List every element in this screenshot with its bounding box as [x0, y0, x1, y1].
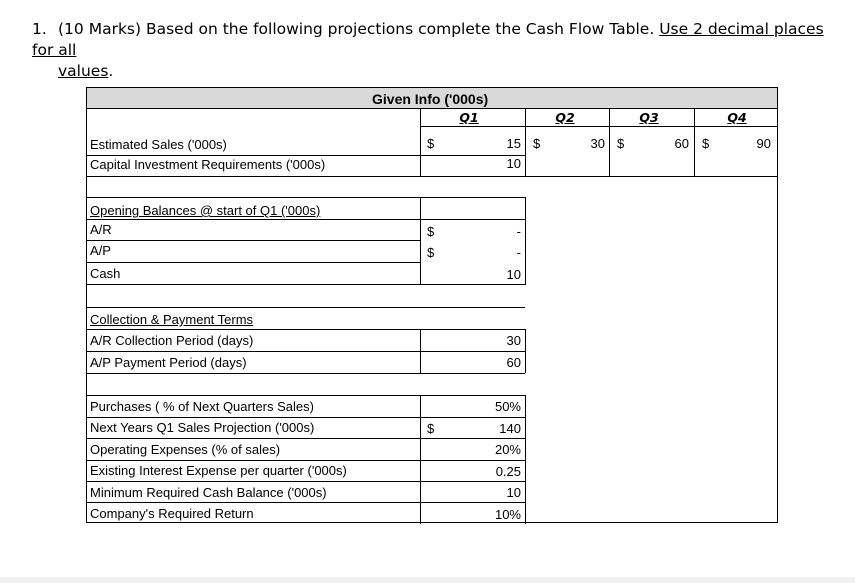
sales-q1: 15 [506, 136, 521, 151]
sales-q3: 60 [674, 136, 689, 151]
operating-expenses-value: 20% [494, 442, 521, 457]
terms-title: Collection & Payment Terms [90, 312, 254, 327]
quarter-header-q2: Q2 [555, 110, 575, 125]
row-label-ap: A/P [90, 243, 111, 258]
row-label-ap-period: A/P Payment Period (days) [90, 355, 247, 370]
ar-period-value: 30 [506, 333, 521, 348]
row-label-next-year-sales: Next Years Q1 Sales Projection ('000s) [90, 420, 315, 435]
question-number: 1. [32, 20, 47, 38]
question-instructions: (10 Marks) Based on the following projections complete the Cash Flow Table. [58, 20, 660, 38]
capital-q1: 10 [506, 156, 521, 171]
row-label-estimated-sales: Estimated Sales ('000s) [90, 137, 227, 152]
opening-cash-value: 10 [506, 267, 521, 282]
row-label-operating-expenses: Operating Expenses (% of sales) [90, 442, 281, 457]
opening-balances-title: Opening Balances @ start of Q1 ('000s) [90, 203, 321, 218]
quarter-header-q1: Q1 [459, 110, 479, 125]
min-cash-value: 10 [506, 485, 521, 500]
question-text: 1. (10 Marks) Based on the following projections complete the Cash Flow Table. Use 2 decimal places for all values. [32, 20, 824, 80]
row-label-purchases: Purchases ( % of Next Quarters Sales) [90, 399, 314, 414]
sales-q4: 90 [756, 136, 771, 151]
row-label-required-return: Company's Required Return [90, 506, 254, 521]
row-label-ar-period: A/R Collection Period (days) [90, 333, 254, 348]
currency-symbol: $ [427, 421, 435, 436]
table-title: Given Info ('000s) [372, 91, 489, 107]
given-info-table [86, 87, 778, 523]
bottom-divider [0, 577, 855, 583]
currency-symbol: $ [702, 136, 710, 151]
next-year-sales-value: 140 [499, 421, 521, 436]
decimal-instruction-cont: values [58, 62, 109, 80]
opening-ar-value: - [516, 224, 521, 239]
sales-q2: 30 [590, 136, 605, 151]
ap-period-value: 60 [506, 355, 521, 370]
currency-symbol: $ [427, 136, 435, 151]
quarter-header-q3: Q3 [639, 110, 659, 125]
opening-ap-value: - [516, 245, 521, 260]
currency-symbol: $ [427, 224, 435, 239]
quarter-header-q4: Q4 [727, 110, 747, 125]
row-label-cash: Cash [90, 266, 121, 281]
row-label-ar: A/R [90, 222, 112, 237]
purchases-value: 50% [494, 399, 521, 414]
currency-symbol: $ [533, 136, 541, 151]
row-label-capital-investment: Capital Investment Requirements ('000s) [90, 157, 326, 172]
currency-symbol: $ [427, 245, 435, 260]
required-return-value: 10% [494, 507, 521, 522]
decimal-instruction: Use 2 decimal places for all [32, 20, 824, 59]
row-label-interest-expense: Existing Interest Expense per quarter ('000s) [90, 463, 347, 478]
currency-symbol: $ [617, 136, 625, 151]
row-label-min-cash: Minimum Required Cash Balance ('000s) [90, 485, 327, 500]
interest-expense-value: 0.25 [495, 464, 521, 479]
